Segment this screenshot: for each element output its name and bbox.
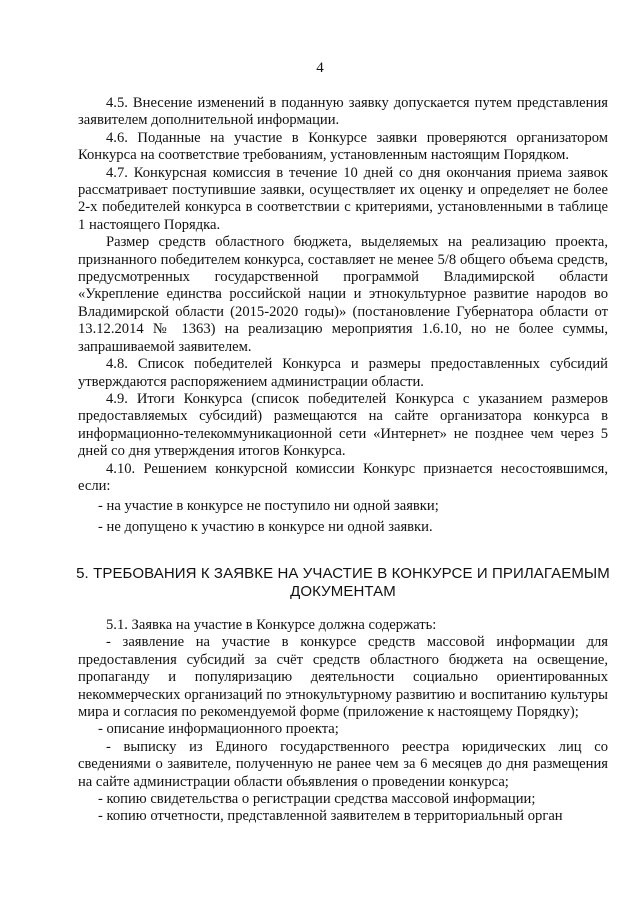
list-item: - заявление на участие в конкурсе средств массовой информации для предоставления субсидий за счёт средств областного бюджета на освещение, пропаганду и популяризацию деятельности социально ориентированных некоммерческих организаций по этнокультурному развитию и воспитанию культуры мира и согласия по рекомендуемой форме (приложение к настоящему Порядку); (78, 634, 608, 721)
list-item: - выписку из Единого государственного реестра юридических лиц со сведениями о заявителе, полученную не ранее чем за 6 месяцев до дня размещения на сайте администрации области объявления о проведении конкурса; (78, 738, 608, 790)
paragraph-4-8: 4.8. Список победителей Конкурса и размеры предоставленных субсидий утверждаются распоряжением администрации области. (78, 356, 608, 390)
list-item: - копию отчетности, представленной заявителем в территориальный орган (98, 808, 563, 825)
section-5-text (78, 617, 608, 826)
page-number: 4 (316, 60, 324, 76)
paragraph-4-10: 4.10. Решением конкурсной комиссии Конкурс признается несостоявшимся, если: (78, 460, 608, 494)
paragraph-4-5: 4.5. Внесение изменений в поданную заявку допускается путем представления заявителем дополнительной информации. (78, 95, 608, 129)
paragraph-4-6: 4.6. Поданные на участие в Конкурсе заявки проверяются организатором Конкурса на соответствие требованиям, установленным настоящим Порядком. (78, 129, 608, 164)
paragraph-4-7: 4.7. Конкурсная комиссия в течение 10 дней со дня окончания приема заявок рассматривает поступившие заявки, осуществляет их оценку и определяет не более 2-х победителей конкурса в соответствии с критериями, установленными в таблице 1 настоящего Порядка. (78, 164, 608, 233)
list-item: - описание информационного проекта; (98, 721, 339, 738)
list-item: - копию свидетельства о регистрации средства массовой информации; (98, 791, 536, 808)
paragraph-subsidy-size: Размер средств областного бюджета, выделяемых на реализацию проекта, признанного победителем конкурса, составляет не менее 5/8 общего объема средств, предусмотренных государственной программой Владимирской области «Укрепление единства российской нации и этнокультурное развитие народов во Владимирской области (2015-2020 годы)» (постановление Губернатора области от 13.12.2014 № 1363) на реализацию мероприятия 1.6.10, но не более суммы, запрашиваемой заявителем. (78, 234, 608, 355)
section-5-heading: 5. ТРЕБОВАНИЯ К ЗАЯВКЕ НА УЧАСТИЕ В КОНКУРСЕ И ПРИЛАГАЕМЫМ ДОКУМЕНТАМ (76, 565, 610, 600)
paragraph-4-9: 4.9. Итоги Конкурса (список победителей Конкурса с указанием размеров предоставляемых субсидий) размещаются на сайте организатора конкурса в информационно-телекоммуникационной сети «Интернет» не позднее чем через 5 дней со дня утверждения итогов Конкурса. (78, 390, 608, 460)
list-item: - на участие в конкурсе не поступило ни одной заявки; (98, 498, 439, 515)
list-item: - не допущено к участию в конкурсе ни одной заявки. (98, 518, 433, 535)
paragraph-5-1: 5.1. Заявка на участие в Конкурсе должна содержать: (106, 617, 437, 633)
section-4-text (78, 95, 608, 536)
